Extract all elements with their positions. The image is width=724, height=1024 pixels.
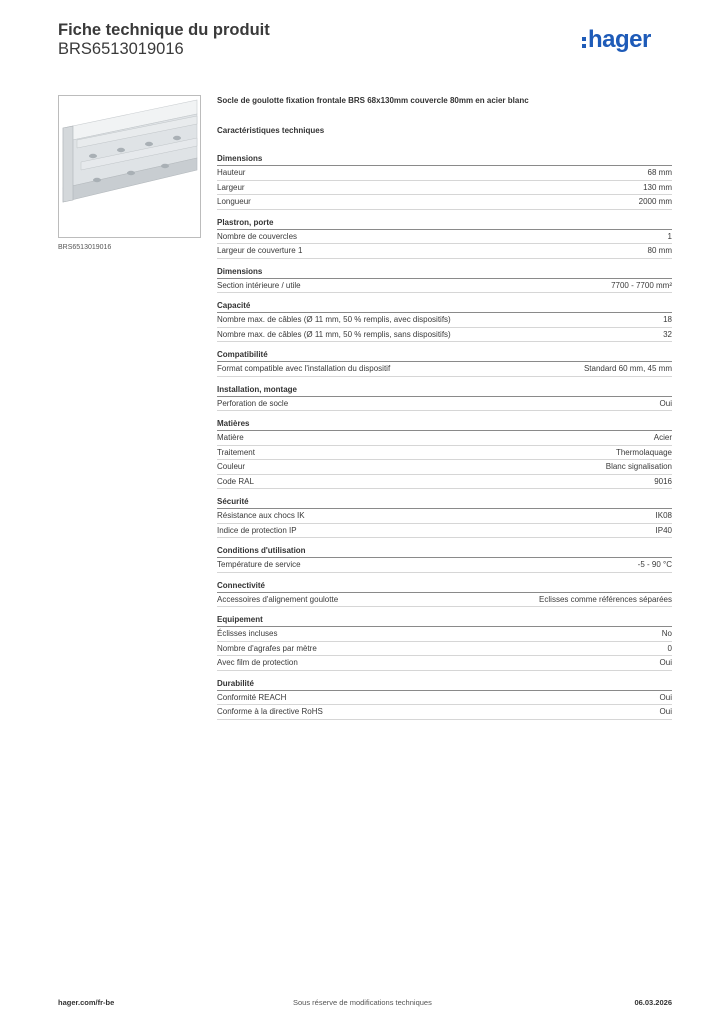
spec-value: Acier (653, 433, 672, 442)
spec-row (217, 705, 672, 720)
spec-label: Longueur (217, 197, 251, 206)
spec-value: 68 mm (647, 168, 672, 177)
spec-row (217, 691, 672, 706)
spec-row (217, 475, 672, 490)
spec-value: Eclisses comme références séparées (539, 594, 672, 604)
section-title: Dimensions (217, 153, 672, 166)
spec-label: Matière (217, 433, 244, 442)
spec-section (217, 266, 672, 294)
spec-row (217, 460, 672, 475)
product-reference: BRS6513019016 (58, 40, 184, 58)
spec-row (217, 627, 672, 642)
spec-row (217, 431, 672, 446)
spec-value: 9016 (654, 476, 672, 486)
document-title: Fiche technique du produit (58, 21, 270, 39)
spec-value: Oui (659, 692, 672, 702)
section-title: Connectivité (217, 580, 672, 593)
spec-value: 18 (663, 315, 672, 324)
spec-value: 2000 mm (638, 197, 672, 206)
spec-label: Nombre d'agrafes par mètre (217, 643, 317, 653)
spec-section (217, 384, 672, 412)
spec-label: Conforme à la directive RoHS (217, 707, 323, 716)
spec-row (217, 509, 672, 524)
spec-section (217, 153, 672, 210)
spec-value: No (661, 629, 672, 638)
section-title: Installation, montage (217, 384, 672, 397)
spec-sections (217, 153, 672, 720)
spec-row (217, 244, 672, 259)
spec-value: -5 - 90 °C (637, 560, 672, 569)
spec-label: Hauteur (217, 168, 246, 177)
spec-label: Largeur (217, 182, 245, 192)
spec-row (217, 362, 672, 377)
spec-section (217, 418, 672, 489)
spec-value: Oui (659, 658, 672, 667)
spec-section (217, 217, 672, 259)
cable-trunking-illustration (59, 96, 200, 237)
spec-row (217, 642, 672, 657)
spec-section (217, 349, 672, 377)
spec-label: Code RAL (217, 476, 254, 486)
spec-value: 80 mm (647, 246, 672, 255)
spec-section (217, 614, 672, 671)
spec-value: Blanc signalisation (605, 462, 672, 471)
spec-value: Oui (659, 707, 672, 716)
spec-value: 0 (667, 643, 672, 653)
section-title: Equipement (217, 614, 672, 627)
spec-label: Section intérieure / utile (217, 280, 301, 290)
spec-row (217, 230, 672, 245)
spec-label: Perforation de socle (217, 398, 289, 408)
spec-row (217, 181, 672, 196)
spec-row (217, 166, 672, 181)
spec-row (217, 656, 672, 671)
spec-label: Accessoires d'alignement goulotte (217, 594, 339, 604)
hager-logo (582, 28, 672, 58)
spec-row (217, 195, 672, 210)
spec-label: Avec film de protection (217, 658, 298, 667)
spec-label: Couleur (217, 462, 246, 471)
section-title: Conditions d'utilisation (217, 545, 672, 558)
spec-value: IK08 (655, 511, 672, 520)
spec-row (217, 558, 672, 573)
document-header (58, 21, 270, 59)
section-title: Durabilité (217, 678, 672, 691)
section-title: Plastron, porte (217, 217, 672, 230)
spec-label: Éclisses incluses (217, 629, 278, 638)
spec-value: Thermolaquage (615, 447, 672, 457)
spec-value: 7700 - 7700 mm² (611, 280, 672, 290)
footer-website: hager.com/fr-be (58, 998, 115, 1007)
spec-row (217, 524, 672, 539)
spec-value: Oui (659, 398, 672, 408)
spec-section (217, 545, 672, 573)
spec-value: Standard 60 mm, 45 mm (583, 364, 672, 373)
spec-section (217, 580, 672, 608)
spec-label: Largeur de couverture 1 (217, 246, 303, 255)
spec-row (217, 397, 672, 412)
product-image (58, 95, 201, 238)
section-title: Capacité (217, 300, 672, 313)
section-title: Sécurité (217, 496, 672, 509)
spec-label: Température de service (217, 560, 301, 569)
spec-value: 1 (667, 231, 672, 241)
spec-value: 130 mm (643, 182, 672, 192)
spec-value: IP40 (655, 525, 672, 535)
section-title: Matières (217, 418, 672, 431)
section-title: Dimensions (217, 266, 672, 279)
spec-heading: Caractéristiques techniques (217, 126, 325, 135)
spec-value: 32 (663, 329, 672, 339)
logo-dots-icon (582, 37, 587, 51)
image-caption: BRS6513019016 (58, 244, 112, 251)
spec-section (217, 300, 672, 342)
spec-row (217, 313, 672, 328)
footer-date: 06.03.2026 (634, 998, 672, 1007)
product-description: Socle de goulotte fixation frontale BRS 68x130mm couvercle 80mm en acier blanc (217, 96, 529, 105)
spec-label: Nombre max. de câbles (Ø 11 mm, 50 % remplis, sans dispositifs) (217, 329, 451, 339)
logo-text: hager (588, 26, 651, 53)
spec-label: Résistance aux chocs IK (217, 511, 305, 520)
spec-label: Nombre de couvercles (217, 231, 298, 241)
spec-row (217, 328, 672, 343)
spec-row (217, 279, 672, 294)
spec-label: Indice de protection IP (217, 525, 297, 535)
spec-row (217, 593, 672, 608)
spec-label: Conformité REACH (217, 692, 287, 702)
spec-label: Format compatible avec l'installation du dispositif (217, 364, 391, 373)
spec-label: Nombre max. de câbles (Ø 11 mm, 50 % remplis, avec dispositifs) (217, 315, 451, 324)
footer-notice: Sous réserve de modifications techniques (293, 998, 432, 1007)
spec-section (217, 496, 672, 538)
spec-row (217, 446, 672, 461)
section-title: Compatibilité (217, 349, 672, 362)
spec-content (217, 96, 672, 720)
spec-label: Traitement (217, 447, 255, 457)
spec-section (217, 678, 672, 720)
